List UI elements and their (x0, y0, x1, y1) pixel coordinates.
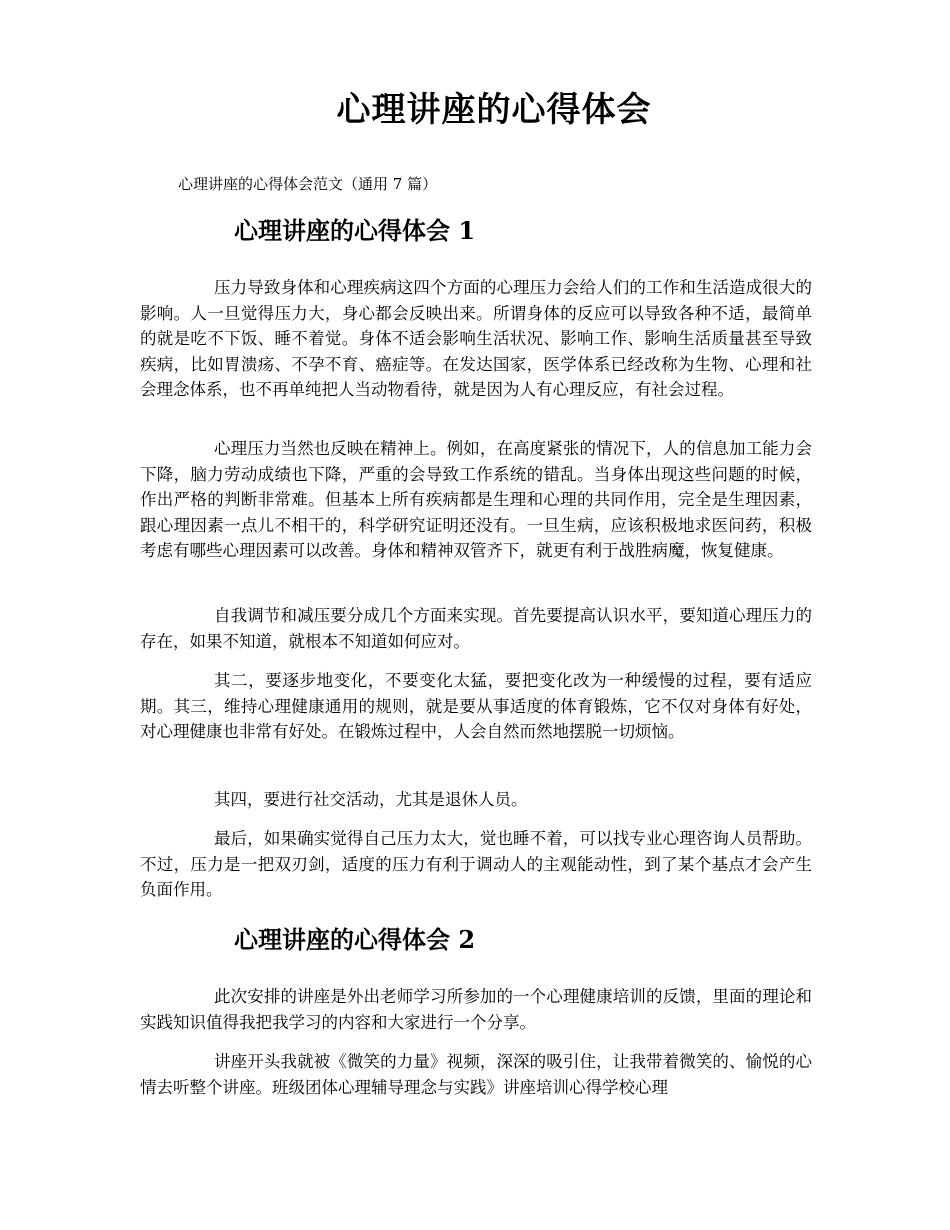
paragraph: 其四，要进行社交活动，尤其是退休人员。 (214, 790, 528, 809)
section-heading-1: 心理讲座的心得体会 1 (234, 216, 476, 245)
section-heading-2: 心理讲座的心得体会 2 (234, 925, 476, 954)
paragraph: 压力导致身体和心理疾病这四个方面的心理压力会给人们的工作和生活造成很大的影响。人一旦觉得压力大，身心都会反映出来。所谓身体的反应可以导致各种不适，最简单的就是吃不下饭、睡不着觉。身体不适会影响生活状况、影响工作、影响生活质量甚至导致疾病，比如胃溃疡、不孕不育、癌症等。在发达国家，医学体系已经改称为生物、心理和社会理念体系，也不再单纯把人当动物看待，就是因为人有心理反应，有社会过程。 (140, 278, 812, 399)
paragraph: 心理压力当然也反映在精神上。例如，在高度紧张的情况下，人的信息加工能力会下降，脑力劳动成绩也下降，严重的会导致工作系统的错乱。当身体出现这些问题的时候，作出严格的判断非常难。但基本上所有疾病都是生理和心理的共同作用，完全是生理因素，跟心理因素一点儿不相干的，科学研究证明还没有。一旦生病，应该积极地求医问药，积极考虑有哪些心理因素可以改善。身体和精神双管齐下，就更有利于战胜病魔，恢复健康。 (140, 439, 812, 560)
paragraph: 此次安排的讲座是外出老师学习所参加的一个心理健康培训的反馈，里面的理论和实践知识值得我把我学习的内容和大家进行一个分享。 (140, 987, 812, 1032)
paragraph: 其二，要逐步地变化，不要变化太猛，要把变化改为一种缓慢的过程，要有适应期。其三，维持心理健康通用的规则，就是要从事适度的体育锻炼，它不仅对身体有好处，对心理健康也非常有好处。在锻炼过程中，人会自然而然地摆脱一切烦恼。 (140, 671, 812, 741)
document-title: 心理讲座的心得体会 (336, 90, 652, 130)
paragraph: 讲座开头我就被《微笑的力量》视频，深深的吸引住，让我带着微笑的、愉悦的心情去听整个讲座。班级团体心理辅导理念与实践》讲座培训心得学校心理 (140, 1052, 812, 1097)
document-subtitle: 心理讲座的心得体会范文（通用 7 篇） (178, 175, 438, 193)
paragraph: 自我调节和减压要分成几个方面来实现。首先要提高认识水平，要知道心理压力的存在，如果不知道，就根本不知道如何应对。 (140, 606, 812, 651)
paragraph: 最后，如果确实觉得自己压力太大，觉也睡不着，可以找专业心理咨询人员帮助。不过，压力是一把双刃剑，适度的压力有利于调动人的主观能动性，到了某个基点才会产生负面作用。 (140, 829, 812, 899)
